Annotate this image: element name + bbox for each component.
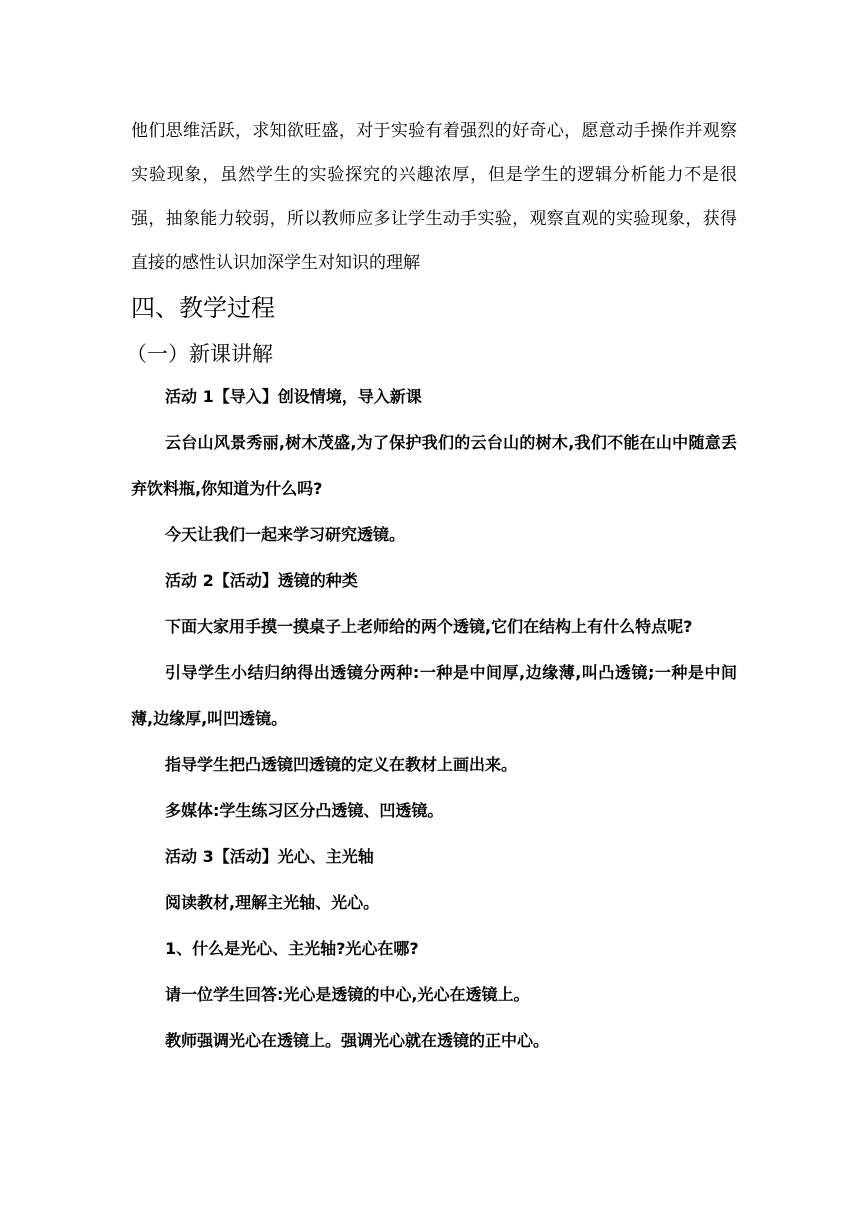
- paragraph-intro-scenario: 云台山风景秀丽,树木茂盛,为了保护我们的云台山的树木,我们不能在山中随意丢弃饮料瓶,你知道为什么吗?: [131, 433, 737, 498]
- activity-1-heading: 活动 1【导入】创设情境，导入新课: [165, 387, 422, 406]
- question-1: 1、什么是光心、主光轴?光心在哪?: [165, 939, 419, 958]
- paragraph-summary: 引导学生小结归纳得出透镜分两种:一种是中间厚,边缘薄,叫凸透镜;一种是中间薄,边缘厚,叫凹透镜。: [131, 663, 737, 728]
- activity-3-heading: 活动 3【活动】光心、主光轴: [165, 847, 374, 866]
- subsection-heading: （一）新课讲解: [126, 342, 273, 366]
- activity-2-heading: 活动 2【活动】透镜的种类: [165, 571, 358, 590]
- paragraph-touch-lens: 下面大家用手摸一摸桌子上老师给的两个透镜,它们在结构上有什么特点呢?: [165, 617, 693, 636]
- section-heading: 四、教学过程: [131, 294, 275, 322]
- paragraph-teacher-emphasis: 教师强调光心在透镜上。强调光心就在透镜的正中心。: [165, 1031, 550, 1050]
- lesson-body: [131, 374, 737, 1064]
- paragraph-mark-definition: 指导学生把凸透镜凹透镜的定义在教材上画出来。: [165, 755, 518, 774]
- paragraph-student-answer: 请一位学生回答:光心是透镜的中心,光心在透镜上。: [165, 985, 530, 1004]
- intro-paragraph: 他们思维活跃，求知欲旺盛，对于实验有着强烈的好奇心，愿意动手操作并观察实验现象，虽然学生的实验探究的兴趣浓厚，但是学生的逻辑分析能力不是很强，抽象能力较弱，所以教师应多让学生动手实验，观察直观的实验现象，获得直接的感性认识加深学生对知识的理解: [131, 121, 737, 273]
- paragraph-multimedia: 多媒体:学生练习区分凸透镜、凹透镜。: [165, 801, 444, 820]
- paragraph-today: 今天让我们一起来学习研究透镜。: [165, 525, 406, 544]
- paragraph-read-textbook: 阅读教材,理解主光轴、光心。: [165, 893, 380, 912]
